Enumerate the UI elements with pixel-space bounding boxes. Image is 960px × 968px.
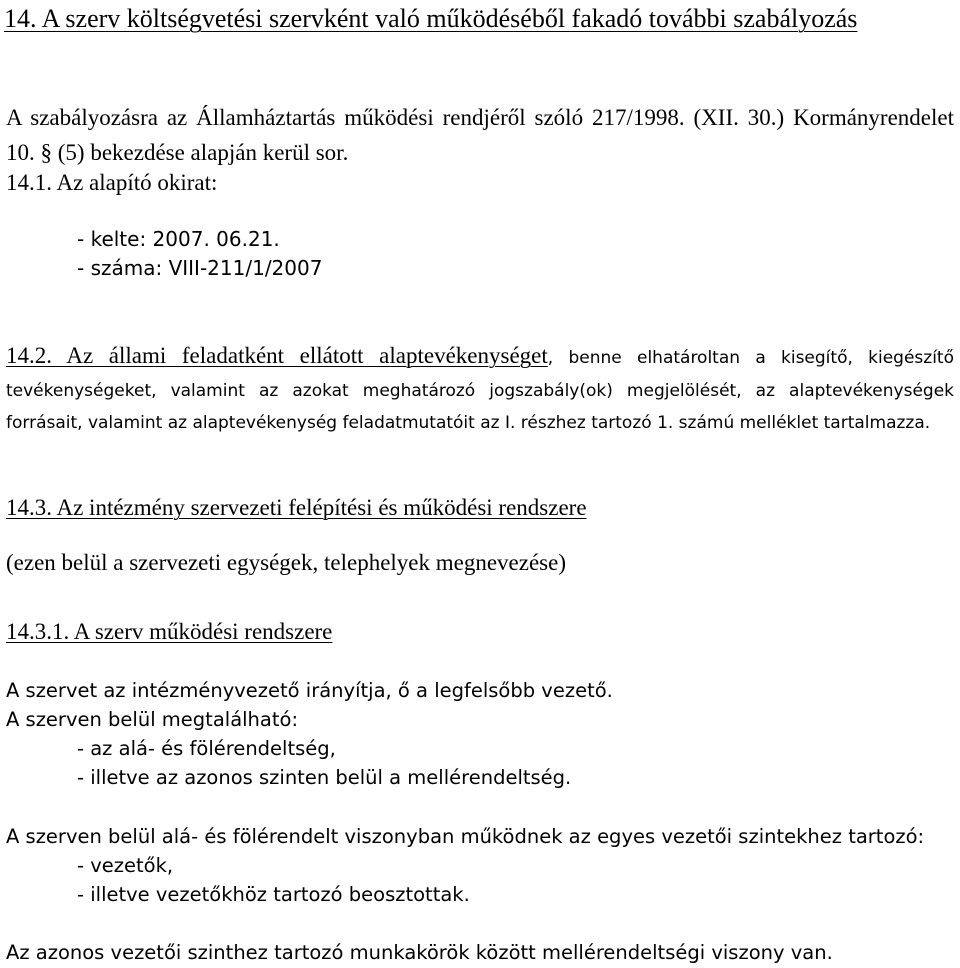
- leadership-text: A szervet az intézményvezető irányítja, ő a legfelsőbb vezető.: [6, 679, 613, 702]
- structure-item: - az alá- és fölérendeltség,: [77, 737, 336, 760]
- section-14-3-subtitle: (ezen belül a szervezeti egységek, telephelyek megnevezése): [6, 550, 566, 575]
- section-14-2-paragraph: [6, 340, 954, 440]
- hierarchy-item: - illetve vezetőkhöz tartozó beosztottak.: [77, 883, 470, 906]
- hierarchy-text: A szerven belül alá- és fölérendelt viszonyban működnek az egyes vezetői szintekhez tartozó:: [6, 825, 925, 848]
- section-14-heading: 14. A szerv költségvetési szervként való működéséből fakadó további szabályozás: [4, 4, 858, 33]
- section-14-2-heading: 14.2. Az állami feladatként ellátott alaptevékenységet: [6, 343, 548, 368]
- founding-date: - kelte: 2007. 06.21.: [77, 227, 280, 251]
- coordination-text: Az azonos vezetői szinthez tartozó munkakörök között mellérendeltségi viszony van.: [6, 941, 833, 964]
- section-14-1-heading: 14.1. Az alapító okirat:: [6, 170, 218, 195]
- structure-intro: A szerven belül megtalálható:: [6, 708, 299, 731]
- section-14-3-1-heading: 14.3.1. A szerv működési rendszere: [6, 619, 333, 644]
- section-14-3-heading: 14.3. Az intézmény szervezeti felépítési és működési rendszere: [6, 495, 587, 520]
- founding-number: - száma: VIII-211/1/2007: [77, 256, 323, 280]
- section-14-2-text: , benne elhatároltan a kisegítő, kiegészítő tevékenységeket, valamint az azokat meghatározó jogszabály(ok) megjelölését, az alaptevékenységek forrásait, valamint az alaptevékenység feladatmutatóit az I. részhez tartozó 1. számú melléklet tartalmazza.: [6, 348, 955, 433]
- section-14-intro: A szabályozásra az Államháztartás működési rendjéről szóló 217/1998. (XII. 30.) Kormányrendelet 10. § (5) bekezdése alapján kerül sor.: [6, 105, 954, 165]
- hierarchy-item: - vezetők,: [77, 854, 174, 877]
- structure-item: - illetve az azonos szinten belül a mellérendeltség.: [77, 766, 572, 789]
